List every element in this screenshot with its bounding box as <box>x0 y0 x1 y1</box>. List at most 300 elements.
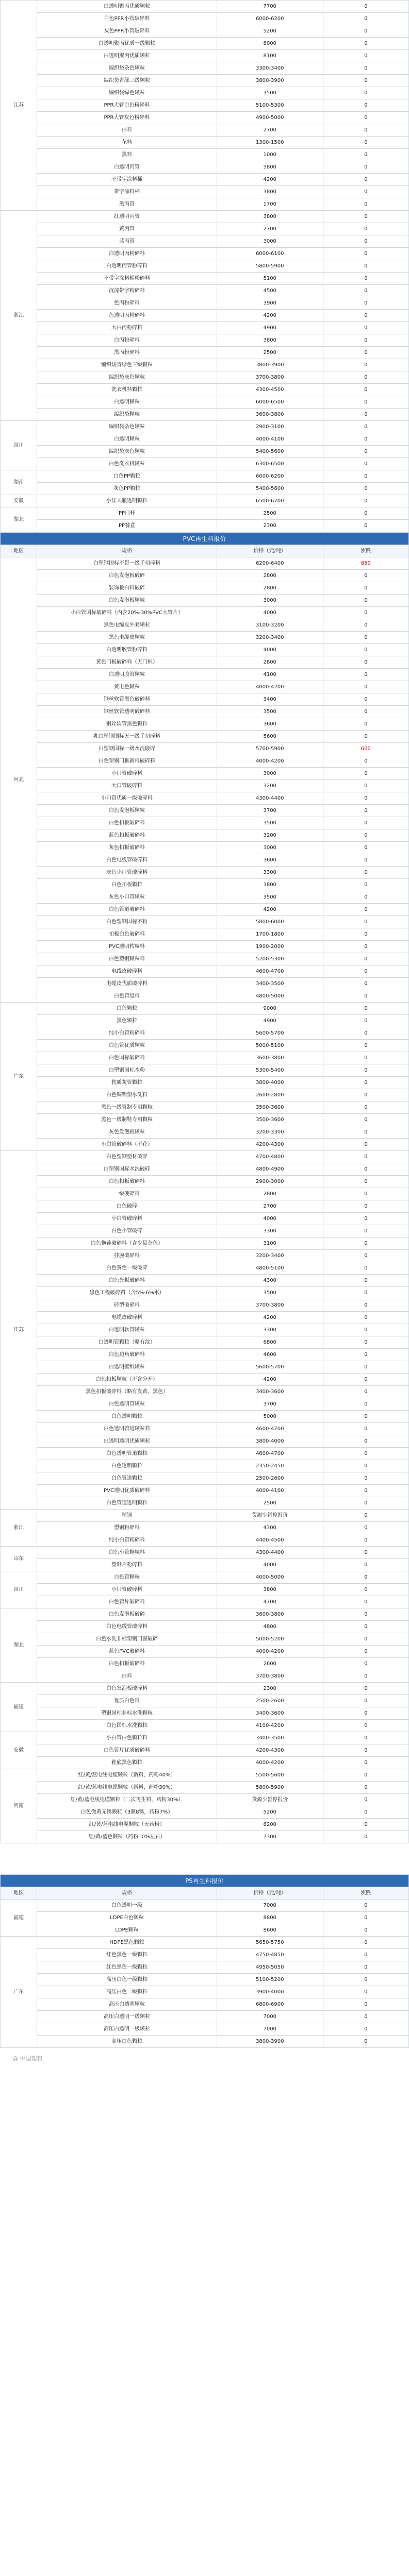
change-cell: 0 <box>323 1448 408 1460</box>
change-cell: 0 <box>323 1744 408 1757</box>
price-cell: 3600-3800 <box>217 1052 323 1064</box>
change-cell: 0 <box>323 1912 408 1924</box>
change-cell: 0 <box>323 198 408 211</box>
change-cell: 0 <box>323 211 408 223</box>
table-row <box>1 1720 409 1732</box>
change-cell: 0 <box>323 953 408 965</box>
price-cell: 2500 <box>217 347 323 359</box>
spec-cell: 电线皮破碎料 <box>37 965 217 978</box>
spec-cell: 灰色发泡板颗粒 <box>37 1126 217 1139</box>
region-cell: 广东 <box>1 1937 37 2048</box>
table-row <box>1 1089 409 1101</box>
change-cell: 0 <box>323 1077 408 1089</box>
price-cell: 3700 <box>217 805 323 817</box>
region-cell: 广东 <box>1 1003 37 1151</box>
price-cell: 8100 <box>217 50 323 62</box>
change-cell: 0 <box>323 1299 408 1312</box>
change-cell: 0 <box>323 495 408 507</box>
table-row <box>1 50 409 62</box>
change-cell: 0 <box>323 582 408 595</box>
table-row <box>1 1522 409 1534</box>
price-cell: 4500 <box>217 285 323 297</box>
price-cell: 7000 <box>217 2023 323 2036</box>
spec-cell: 纯小白管粉碎料 <box>37 1534 217 1547</box>
price-cell: 3800 <box>217 879 323 891</box>
change-cell: 0 <box>323 1900 408 1912</box>
table-row <box>1 1238 409 1250</box>
change-cell: 0 <box>323 1571 408 1584</box>
spec-cell: 小洋人瓶透明颗粒 <box>37 495 217 507</box>
table-row <box>1 446 409 458</box>
change-cell: 0 <box>323 1176 408 1188</box>
change-cell: 0 <box>323 1027 408 1040</box>
price-cell: 5000 <box>217 1411 323 1423</box>
spec-cell: 白透明聚丙优质颗粒 <box>37 50 217 62</box>
spec-cell: 白色破碎 <box>37 1200 217 1213</box>
change-cell: 0 <box>323 1472 408 1485</box>
change-cell: 0 <box>323 1794 408 1806</box>
spec-cell: 白透明管颗粒（略有纹） <box>37 1336 217 1349</box>
price-cell: 7700 <box>217 1 323 13</box>
price-cell: 3000 <box>217 768 323 780</box>
table-row <box>1 87 409 99</box>
price-cell: 4000-5000 <box>217 1571 323 1584</box>
table-row <box>1 1819 409 1831</box>
table-row <box>1 1287 409 1299</box>
price-cell: 6000-6200 <box>217 13 323 25</box>
change-cell: 0 <box>323 446 408 458</box>
change-cell: 0 <box>323 2023 408 2036</box>
spec-cell: 白色塑钢颗粒料 <box>37 953 217 965</box>
change-cell: 0 <box>323 1937 408 1949</box>
change-cell: 0 <box>323 1633 408 1646</box>
change-cell: 0 <box>323 1064 408 1077</box>
spec-cell: 大白丙粉碎料 <box>37 322 217 334</box>
change-cell: 0 <box>323 1707 408 1720</box>
change-cell: 0 <box>323 347 408 359</box>
change-cell: 0 <box>323 174 408 186</box>
change-cell: 0 <box>323 681 408 693</box>
table-row <box>1 285 409 297</box>
spec-cell: 小口管破碎料 <box>37 1584 217 1596</box>
spec-cell: 高压白透明一级颗粒 <box>37 2011 217 2023</box>
table-row <box>1 1 409 13</box>
table-row <box>1 75 409 87</box>
spec-cell: 砖型破碎料 <box>37 1299 217 1312</box>
change-cell: 0 <box>323 1819 408 1831</box>
price-cell: 4000-4200 <box>217 1646 323 1658</box>
change-cell: 0 <box>323 1596 408 1608</box>
table-row <box>1 1924 409 1937</box>
change-cell: 0 <box>323 1312 408 1324</box>
pvc-title-row <box>1 533 409 545</box>
change-cell: 0 <box>323 1225 408 1238</box>
change-cell: 0 <box>323 2011 408 2023</box>
price-cell: 3600 <box>217 718 323 731</box>
spec-cell: 蓝色扣板破碎料 <box>37 829 217 842</box>
spec-cell: 白色透明管道颗粒 <box>37 1448 217 1460</box>
spec-cell: 带字涂料桶 <box>37 186 217 198</box>
region-cell: 四川 <box>1 1571 37 1608</box>
change-cell: 0 <box>323 1114 408 1126</box>
change-cell: 0 <box>323 1732 408 1744</box>
table-row <box>1 1101 409 1114</box>
spec-cell: 白色塑钢国标不粉 <box>37 916 217 928</box>
table-row <box>1 1670 409 1683</box>
change-cell: 0 <box>323 1806 408 1819</box>
change-cell: 0 <box>323 1460 408 1472</box>
spec-cell: 编织袋绿色颗粒 <box>37 87 217 99</box>
change-cell: 0 <box>323 780 408 792</box>
change-cell: 0 <box>323 62 408 75</box>
table-row <box>1 347 409 359</box>
table-row <box>1 978 409 990</box>
spec-cell: 白色管颗粒 <box>37 1571 217 1584</box>
table-row <box>1 2023 409 2036</box>
price-cell: 4400-4500 <box>217 1534 323 1547</box>
region-cell: 浙江 <box>1 1510 37 1547</box>
table-row <box>1 1126 409 1139</box>
price-cell: 4600 <box>217 1349 323 1361</box>
table-row <box>1 1139 409 1151</box>
price-cell: 3300-3400 <box>217 62 323 75</box>
price-cell: 4700 <box>217 1596 323 1608</box>
table-row <box>1 928 409 941</box>
price-cell: 2300 <box>217 520 323 532</box>
change-cell: 0 <box>323 1534 408 1547</box>
change-cell: 0 <box>323 137 408 149</box>
pvc-table <box>0 532 409 1843</box>
price-cell: 4300-4500 <box>217 384 323 396</box>
table-row <box>1 458 409 470</box>
change-cell: 0 <box>323 507 408 520</box>
change-cell: 0 <box>323 1423 408 1435</box>
table-row <box>1 1658 409 1670</box>
price-cell: 3500 <box>217 87 323 99</box>
price-cell: 3700-3800 <box>217 1299 323 1312</box>
change-cell: 0 <box>323 1949 408 1961</box>
change-cell: 0 <box>323 235 408 248</box>
table-row <box>1 743 409 755</box>
table-row <box>1 260 409 273</box>
ps-table <box>0 1874 409 2048</box>
spec-cell: 电缆皮优质破碎料 <box>37 978 217 990</box>
table-row <box>1 1052 409 1064</box>
change-cell: 0 <box>323 1485 408 1497</box>
change-cell: 0 <box>323 1998 408 2011</box>
table-row <box>1 1027 409 1040</box>
price-cell: 4300 <box>217 1522 323 1534</box>
table-row <box>1 1608 409 1621</box>
table-row <box>1 1275 409 1287</box>
spec-cell: 白透明壁纸颗粒 <box>37 1361 217 1374</box>
change-cell: 0 <box>323 854 408 867</box>
spec-cell: 小白管破碎料 <box>37 1213 217 1225</box>
price-cell: 4950-5050 <box>217 1961 323 1974</box>
spec-cell: 白色洗衣机颗粒 <box>37 458 217 470</box>
price-cell: 4800-5000 <box>217 990 323 1003</box>
spec-cell: 小白管国标破碎料（内含20%-30%PVC大管片） <box>37 607 217 619</box>
price-cell: 4600-4700 <box>217 965 323 978</box>
spec-cell: 塑钢片粉碎料 <box>37 1559 217 1571</box>
spec-cell: 色透明丙粉碎料 <box>37 310 217 322</box>
spec-cell: PVC透明优质破碎料 <box>37 1485 217 1497</box>
price-cell: 5500-5600 <box>217 1769 323 1782</box>
region-cell: 湖北 <box>1 507 37 532</box>
change-cell: 0 <box>323 161 408 174</box>
change-cell: 0 <box>323 1831 408 1843</box>
spec-cell: 白色扣板颗粒 <box>37 879 217 891</box>
spec-cell: 白色管片破碎料 <box>37 1596 217 1608</box>
change-cell: 0 <box>323 1435 408 1448</box>
table-row <box>1 161 409 174</box>
pvc-body <box>1 557 409 1843</box>
region-cell: 河南 <box>1 1769 37 1843</box>
table-row <box>1 359 409 371</box>
spec-cell: 编织袋灰色颗粒 <box>37 371 217 384</box>
spec-cell: 白色管优质颗粒 <box>37 1040 217 1052</box>
spec-cell: 白透明丙粉碎料 <box>37 248 217 260</box>
spec-cell: 编织袋青绿色三级颗粒 <box>37 359 217 371</box>
price-cell: 5200 <box>217 1806 323 1819</box>
region-cell: 山东 <box>1 1547 37 1571</box>
spec-cell: 黑色工程破碎料（含5%-6%水） <box>37 1287 217 1299</box>
change-cell: 0 <box>323 38 408 50</box>
spec-cell: 小白管白色颗粒料 <box>37 1732 217 1744</box>
table-row <box>1 1571 409 1584</box>
spec-cell: 白色扣板破碎料 <box>37 1176 217 1188</box>
price-cell: 5800-6000 <box>217 916 323 928</box>
price-cell: 4000-4100 <box>217 433 323 446</box>
table-row <box>1 1336 409 1349</box>
pvc-header-price: 价格（元/吨） <box>217 545 323 557</box>
spec-cell: 钢丝软管黑色颗粒 <box>37 718 217 731</box>
table-row <box>1 879 409 891</box>
table-row <box>1 198 409 211</box>
change-cell: 0 <box>323 1003 408 1015</box>
section-a-table <box>0 0 409 532</box>
pvc-header-change: 涨跌 <box>323 545 408 557</box>
spec-cell: 白色透明颗粒 <box>37 1460 217 1472</box>
table-row <box>1 13 409 25</box>
table-row <box>1 186 409 198</box>
price-cell: 4800 <box>217 1621 323 1633</box>
table-row <box>1 953 409 965</box>
spec-cell: 小白管破碎料（不花） <box>37 1139 217 1151</box>
table-row <box>1 310 409 322</box>
change-cell: 0 <box>323 124 408 137</box>
table-row <box>1 1695 409 1707</box>
spec-cell: 小口管优质一级破碎料 <box>37 792 217 805</box>
spec-cell: 塑钢 <box>37 1510 217 1522</box>
table-row <box>1 693 409 706</box>
table-row <box>1 1757 409 1769</box>
spec-cell: 钢丝软管黑色破碎料 <box>37 693 217 706</box>
spec-cell: 白色发泡板颗粒 <box>37 595 217 607</box>
change-cell: 0 <box>323 570 408 582</box>
price-cell: 4700-4800 <box>217 1151 323 1163</box>
table-row <box>1 1547 409 1559</box>
change-cell: 0 <box>323 1670 408 1683</box>
price-cell: 7000 <box>217 1900 323 1912</box>
price-cell: 4000 <box>217 1559 323 1571</box>
pvc-section-title: PVC再生料报价 <box>1 533 409 545</box>
price-cell: 3400 <box>217 693 323 706</box>
price-cell: 3400-3600 <box>217 1707 323 1720</box>
table-row <box>1 211 409 223</box>
region-cell: 福建 <box>1 1900 37 1937</box>
table-row <box>1 1806 409 1819</box>
spec-cell: 白透明颗粒 <box>37 396 217 409</box>
change-cell: 600 <box>323 743 408 755</box>
table-row <box>1 644 409 656</box>
change-cell: 0 <box>323 75 408 87</box>
price-cell: 5000-5200 <box>217 1633 323 1646</box>
spec-cell: 乳白塑钢国标无一级手切碎料 <box>37 731 217 743</box>
price-cell: 3800 <box>217 211 323 223</box>
spec-cell: 白透明聚丙优质颗粒 <box>37 1 217 13</box>
region-cell: 四川 <box>1 421 37 470</box>
table-row <box>1 582 409 595</box>
price-cell: 4300 <box>217 1275 323 1287</box>
change-cell: 0 <box>323 322 408 334</box>
table-row <box>1 1435 409 1448</box>
change-cell: 0 <box>323 1584 408 1596</box>
pvc-header-area: 地区 <box>1 545 37 557</box>
table-row <box>1 297 409 310</box>
change-cell: 0 <box>323 607 408 619</box>
table-row <box>1 656 409 669</box>
price-cell: 3200-3400 <box>217 1250 323 1262</box>
price-cell: 5400-5600 <box>217 483 323 495</box>
spec-cell: 白透明透明优质颗粒 <box>37 1435 217 1448</box>
spec-cell: 编织袋杂色颗粒 <box>37 62 217 75</box>
price-cell: 5100 <box>217 273 323 285</box>
spec-cell: 蓝色PVC破碎料 <box>37 1646 217 1658</box>
change-cell: 0 <box>323 1349 408 1361</box>
price-cell: 3500 <box>217 706 323 718</box>
price-cell: 4600-4700 <box>217 1423 323 1435</box>
spec-cell: PP口杯 <box>37 507 217 520</box>
price-cell: 5600-5700 <box>217 1361 323 1374</box>
price-cell: 3800 <box>217 186 323 198</box>
spec-cell: 白色国标破碎料 <box>37 1052 217 1064</box>
price-cell: 3600-3800 <box>217 1608 323 1621</box>
change-cell: 0 <box>323 1324 408 1336</box>
table-row <box>1 891 409 904</box>
table-row <box>1 1683 409 1695</box>
spec-cell: 白色管道颗粒 <box>37 1472 217 1485</box>
change-cell: 0 <box>323 1782 408 1794</box>
price-cell: 8800 <box>217 1912 323 1924</box>
spec-cell: 红/黄/蓝电线电缆颗粒（二次再生料，药粉30%） <box>37 1794 217 1806</box>
table-row <box>1 433 409 446</box>
change-cell: 0 <box>323 1386 408 1398</box>
change-cell: 0 <box>323 792 408 805</box>
table-row <box>1 854 409 867</box>
price-cell: 货源少暂停报价 <box>217 1794 323 1806</box>
change-cell: 0 <box>323 941 408 953</box>
table-row <box>1 805 409 817</box>
price-cell: 4200 <box>217 1374 323 1386</box>
spec-cell: 白色黄色一级破碎 <box>37 1262 217 1275</box>
table-row <box>1 1262 409 1275</box>
table-row <box>1 1986 409 1998</box>
table-row <box>1 916 409 928</box>
table-row <box>1 1114 409 1126</box>
price-cell: 4200 <box>217 1312 323 1324</box>
price-cell: 4600-4700 <box>217 1448 323 1460</box>
price-cell: 5650-5750 <box>217 1937 323 1949</box>
spec-cell: 白色管道料 <box>37 990 217 1003</box>
change-cell: 0 <box>323 470 408 483</box>
price-cell: 5800-5900 <box>217 1782 323 1794</box>
ps-header-change: 涨跌 <box>323 1887 408 1900</box>
change-cell: 0 <box>323 1275 408 1287</box>
price-cell: 3000 <box>217 842 323 854</box>
spec-cell: 灰色小口管破碎料 <box>37 867 217 879</box>
table-row <box>1 817 409 829</box>
price-cell: 2500-2600 <box>217 1695 323 1707</box>
table-row <box>1 421 409 433</box>
change-cell: 0 <box>323 1757 408 1769</box>
spec-cell: 塑钢国标非标水洗颗粒 <box>37 1707 217 1720</box>
table-row <box>1 1794 409 1806</box>
spec-cell: 灰色PP颗粒 <box>37 483 217 495</box>
change-cell: 0 <box>323 1250 408 1262</box>
change-cell: 0 <box>323 1200 408 1213</box>
spec-cell: 白色水洗非标塑钢门窗破碎 <box>37 1633 217 1646</box>
change-cell: 0 <box>323 595 408 607</box>
change-cell: 0 <box>323 1621 408 1633</box>
change-cell: 0 <box>323 817 408 829</box>
price-cell: 3200 <box>217 780 323 792</box>
table-row <box>1 1299 409 1312</box>
table-row <box>1 483 409 495</box>
table-row <box>1 1472 409 1485</box>
table-row <box>1 1312 409 1324</box>
spec-cell: 编织袋杂色颗粒 <box>37 421 217 433</box>
change-cell: 0 <box>323 1522 408 1534</box>
table-row <box>1 1831 409 1843</box>
table-row <box>1 520 409 532</box>
spec-cell: 花料 <box>37 137 217 149</box>
spec-cell: 高压白色二级颗粒 <box>37 1986 217 1998</box>
spec-cell: 黑色电缆皮外套颗粒 <box>37 619 217 632</box>
price-cell: 3400-3500 <box>217 978 323 990</box>
spec-cell: 纯小白管粉碎料 <box>37 1027 217 1040</box>
change-cell: 0 <box>323 1287 408 1299</box>
table-row <box>1 1200 409 1213</box>
table-row <box>1 867 409 879</box>
table-row <box>1 1998 409 2011</box>
price-cell: 4000 <box>217 607 323 619</box>
region-cell: 江苏 <box>1 1151 37 1510</box>
change-cell: 0 <box>323 25 408 38</box>
price-cell: 5600 <box>217 731 323 743</box>
change-cell: 0 <box>323 1361 408 1374</box>
pvc-header-row <box>1 545 409 557</box>
spec-cell: 黄电色颗粒 <box>37 681 217 693</box>
table-row <box>1 1163 409 1176</box>
spec-cell: 红/黄/蓝电线电缆颗粒（新料，药粉30%） <box>37 1782 217 1794</box>
table-row <box>1 792 409 805</box>
price-cell: 4000-4100 <box>217 1485 323 1497</box>
change-cell: 0 <box>323 409 408 421</box>
spec-cell: 编织袋灰色颗粒 <box>37 446 217 458</box>
change-cell: 0 <box>323 1126 408 1139</box>
table-row <box>1 1374 409 1386</box>
